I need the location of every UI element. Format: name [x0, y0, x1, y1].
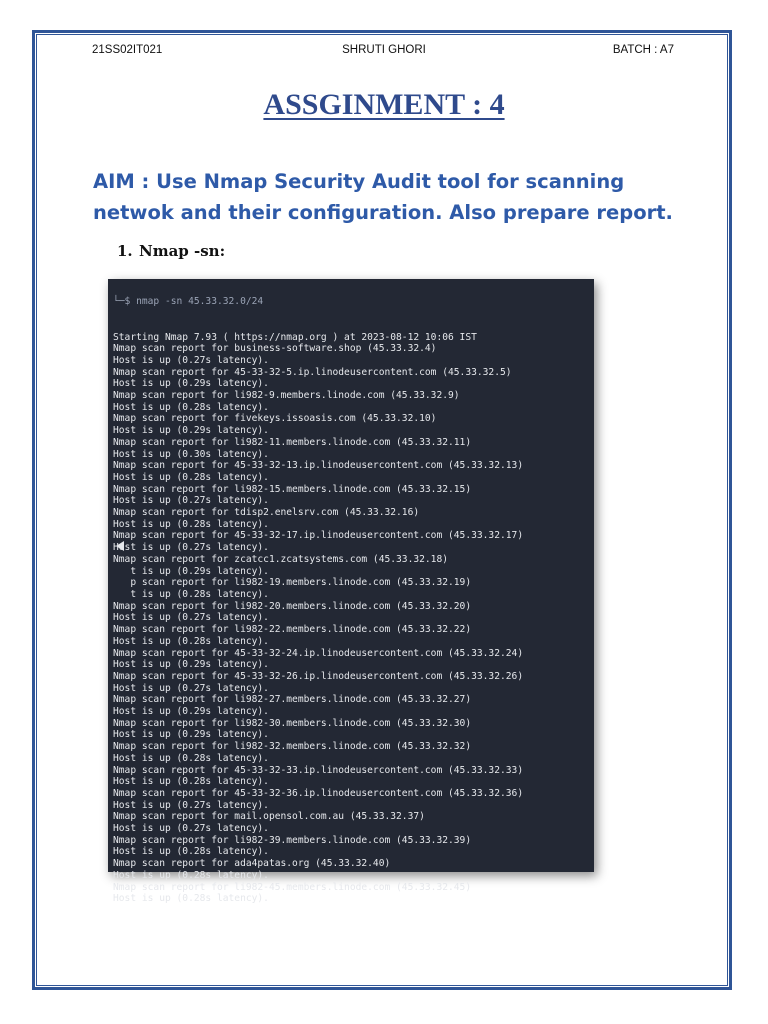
terminal-line: Host is up (0.28s latency). [113, 471, 269, 483]
header-name: SHRUTI GHORI [342, 44, 426, 56]
terminal-line: Nmap scan report for 45-33-32-24.ip.linodeusercontent.com (45.33.32.24) [113, 647, 524, 659]
header-id: 21SS02IT021 [92, 44, 163, 56]
terminal-line: Nmap scan report for 45-33-32-5.ip.linodeusercontent.com (45.33.32.5) [113, 366, 512, 378]
terminal-line: Nmap scan report for li982-32.members.linode.com (45.33.32.32) [113, 741, 472, 753]
terminal-line: Host is up (0.28s latency). [113, 846, 269, 858]
terminal-line: Host is up (0.27s latency). [113, 542, 269, 554]
header-batch: BATCH : A7 [612, 44, 674, 56]
terminal-line: Nmap scan report for li982-15.members.linode.com (45.33.32.15) [113, 483, 472, 495]
terminal-line: Host is up (0.27s latency). [113, 495, 269, 507]
terminal-line: Nmap scan report for 45-33-32-13.ip.linodeusercontent.com (45.33.32.13) [113, 460, 524, 472]
aim-line-1: AIM : Use Nmap Security Audit tool for scanning [93, 170, 625, 193]
terminal-line: Nmap scan report for li982-20.members.linode.com (45.33.32.20) [113, 600, 472, 612]
page-title: ASSGINMENT : 4 [263, 88, 505, 121]
terminal-line: Host is up (0.28s latency). [113, 893, 269, 905]
terminal-line: Nmap scan report for business-software.shop (45.33.32.4) [113, 343, 437, 355]
terminal-line: t is up (0.29s latency). [113, 565, 269, 577]
terminal-line: Nmap scan report for tdisp2.enelsrv.com (45.33.32.16) [113, 507, 420, 519]
terminal-line: Nmap scan report for 45-33-32-33.ip.linodeusercontent.com (45.33.32.33) [113, 764, 524, 776]
terminal-line: Nmap scan report for 45-33-32-36.ip.linodeusercontent.com (45.33.32.36) [113, 787, 524, 799]
terminal-line: Nmap scan report for li982-39.members.linode.com (45.33.32.39) [113, 834, 472, 846]
terminal-line: Host is up (0.29s latency). [113, 729, 269, 741]
terminal-line: Nmap scan report for li982-45.members.linode.com (45.33.32.45) [113, 881, 472, 893]
terminal-command: └─$ nmap -sn 45.33.32.0/24 [113, 296, 264, 308]
terminal-line: Host is up (0.30s latency). [113, 448, 269, 460]
terminal-line: Nmap scan report for li982-9.members.linode.com (45.33.32.9) [113, 390, 460, 402]
terminal-line: Host is up (0.28s latency). [113, 518, 269, 530]
terminal-line: Nmap scan report for li982-27.members.linode.com (45.33.32.27) [113, 694, 472, 706]
terminal-line: Host is up (0.28s latency). [113, 401, 269, 413]
terminal-line: Host is up (0.28s latency). [113, 869, 269, 881]
list-item-number: 1. [117, 242, 133, 260]
terminal-line: Host is up (0.27s latency). [113, 354, 269, 366]
terminal-line: Host is up (0.27s latency). [113, 823, 269, 835]
terminal-line: p scan report for li982-19.members.linode.com (45.33.32.19) [113, 577, 472, 589]
terminal-line: Host is up (0.29s latency). [113, 706, 269, 718]
aim-line-2: netwok and their configuration. Also prepare report. [93, 201, 673, 224]
terminal-line: Host is up (0.27s latency). [113, 799, 269, 811]
terminal-screenshot [108, 279, 594, 905]
terminal-line: Nmap scan report for 45-33-32-26.ip.linodeusercontent.com (45.33.32.26) [113, 670, 524, 682]
terminal-line: Host is up (0.28s latency). [113, 752, 269, 764]
back-arrow-icon [116, 541, 124, 551]
list-item-nmap-sn [117, 242, 225, 260]
terminal-line: Host is up (0.27s latency). [113, 682, 269, 694]
terminal-line: Starting Nmap 7.93 ( https://nmap.org ) at 2023-08-12 10:06 IST [113, 331, 477, 343]
terminal-line: Host is up (0.29s latency). [113, 378, 269, 390]
terminal-line: Nmap scan report for li982-30.members.linode.com (45.33.32.30) [113, 717, 472, 729]
aim-statement [93, 166, 693, 228]
terminal-line: Nmap scan report for zcatcc1.zcatsystems.com (45.33.32.18) [113, 553, 449, 565]
terminal-line: Nmap scan report for li982-22.members.linode.com (45.33.32.22) [113, 624, 472, 636]
terminal-line: Nmap scan report for ada4patas.org (45.33.32.40) [113, 858, 391, 870]
terminal-line: Host is up (0.28s latency). [113, 635, 269, 647]
terminal-line: Host is up (0.27s latency). [113, 612, 269, 624]
terminal-line: Host is up (0.29s latency). [113, 425, 269, 437]
terminal-line: Nmap scan report for 45-33-32-17.ip.linodeusercontent.com (45.33.32.17) [113, 530, 524, 542]
terminal-output [113, 285, 523, 905]
terminal-line: Nmap scan report for mail.opensol.com.au (45.33.32.37) [113, 811, 425, 823]
list-item-label: Nmap -sn: [139, 242, 226, 260]
terminal-line: Host is up (0.29s latency). [113, 659, 269, 671]
terminal-line: Nmap scan report for li982-11.members.linode.com (45.33.32.11) [113, 436, 472, 448]
terminal-line: Nmap scan report for fivekeys.issoasis.com (45.33.32.10) [113, 413, 437, 425]
terminal-line: t is up (0.28s latency). [113, 588, 269, 600]
terminal-line: Host is up (0.28s latency). [113, 776, 269, 788]
